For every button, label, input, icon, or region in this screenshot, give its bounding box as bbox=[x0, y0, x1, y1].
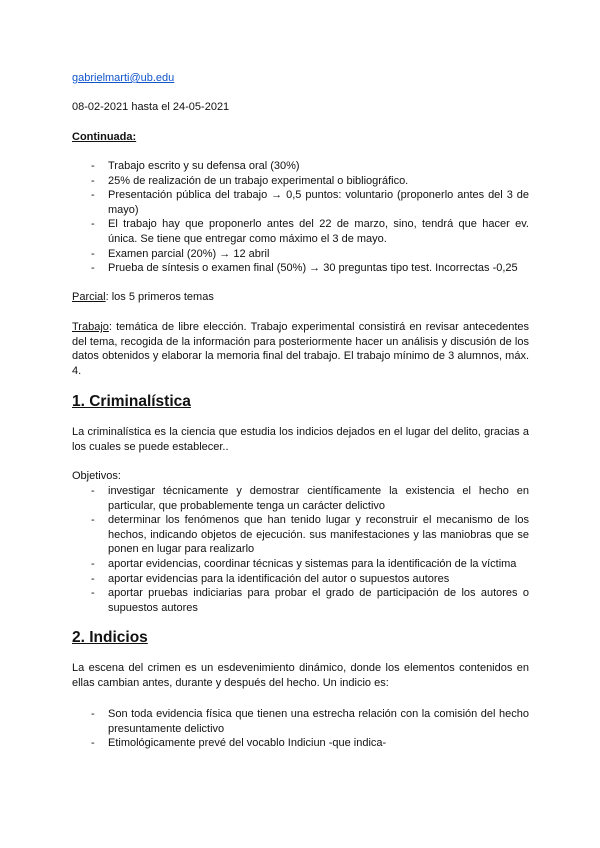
objetivos-list bbox=[72, 484, 529, 615]
indicios-list bbox=[72, 707, 529, 751]
list-item: - Son toda evidencia física que tienen una estrecha relación con la comisión del hecho presuntamente delictivo bbox=[72, 707, 529, 736]
list-item: - Prueba de síntesis o examen final (50%) → 30 preguntas tipo test. Incorrectas -0,25 bbox=[72, 261, 529, 276]
list-item: - Presentación pública del trabajo → 0,5 puntos: voluntario (proponerlo antes del 3 de mayo) bbox=[72, 188, 529, 217]
parcial-text: : los 5 primeros temas bbox=[105, 291, 214, 303]
section-heading-indicios: 2. Indicios bbox=[72, 629, 148, 646]
list-item: - aportar pruebas indiciarias para probar el grado de participación de los autores o supuestos autores bbox=[72, 586, 529, 615]
list-item: - aportar evidencias para la identificación del autor o supuestos autores bbox=[72, 572, 529, 587]
list-item: - investigar técnicamente y demostrar científicamente la existencia el hecho en particular, que probablemente tenga un carácter delictivo bbox=[72, 484, 529, 513]
list-item: - 25% de realización de un trabajo experimental o bibliográfico. bbox=[72, 174, 529, 189]
parcial-paragraph bbox=[72, 290, 529, 305]
objetivos-label: Objetivos: bbox=[72, 470, 121, 482]
trabajo-paragraph bbox=[72, 320, 529, 378]
criminalistica-paragraph: La criminalística es la ciencia que estudia los indicios dejados en el lugar del delito, gracias a los cuales se puede establecer.. bbox=[72, 426, 529, 453]
list-item: - El trabajo hay que proponerlo antes del 22 de marzo, sino, tendrá que hacer ev. única. Se tiene que entregar como máximo el 3 de mayo. bbox=[72, 217, 529, 246]
section-heading-criminalistica: 1. Criminalística bbox=[72, 393, 191, 410]
date-range: 08-02-2021 hasta el 24-05-2021 bbox=[72, 101, 230, 113]
list-item: - aportar evidencias, coordinar técnicas y sistemas para la identificación de la víctima bbox=[72, 557, 529, 572]
list-item: - determinar los fenómenos que han tenido lugar y reconstruir el mecanismo de los hechos, indicando objetos de ejecución. sus manifestaciones y las maniobras que se ponen en lugar para realizarlo bbox=[72, 513, 529, 557]
list-item: - Trabajo escrito y su defensa oral (30%) bbox=[72, 159, 529, 174]
list-item: - Etimológicamente prevé del vocablo Indiciun -que indica- bbox=[72, 736, 529, 751]
trabajo-label: Trabajo bbox=[72, 321, 109, 333]
continuada-heading: Continuada: bbox=[72, 131, 137, 143]
parcial-label: Parcial bbox=[72, 291, 106, 303]
indicios-paragraph: La escena del crimen es un esdevenimiento dinámico, donde los elementos contenidos en ellas cambian antes, durante y después del hecho. Un indicio es: bbox=[72, 662, 529, 689]
list-item: - Examen parcial (20%) → 12 abril bbox=[72, 247, 529, 262]
email-link[interactable]: gabrielmarti@ub.edu bbox=[72, 72, 175, 84]
continuada-list bbox=[72, 159, 529, 276]
trabajo-text: : temática de libre elección. Trabajo experimental consistirá en revisar antecedentes del tema, recogida de la información para posteriormente hacer un análisis y discusión de los datos obtenidos y elaborar la memoria final del trabajo. El trabajo mínimo de 3 alumnos, máx. 4. bbox=[72, 321, 529, 377]
